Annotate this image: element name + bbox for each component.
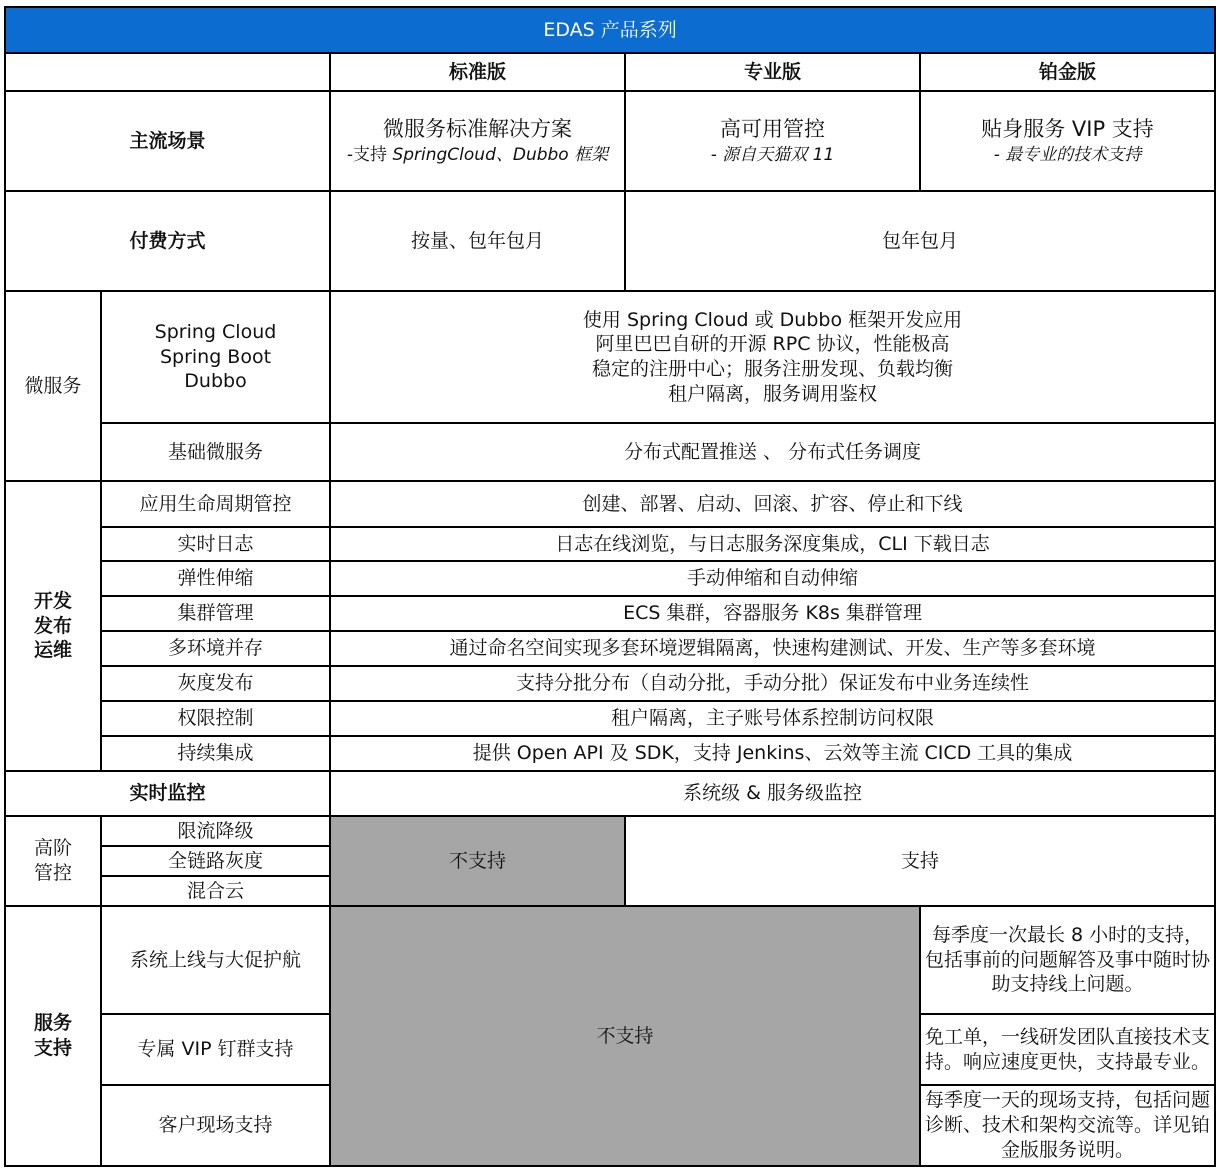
framework-desc-line: 稳定的注册中心；服务注册发现、负载均衡 (592, 358, 954, 380)
devops-row-desc: 创建、部署、启动、回滚、扩容、停止和下线 (330, 481, 1215, 527)
scenario-platinum-main: 贴身服务 VIP 支持 (981, 117, 1154, 142)
service-row-desc: 每季度一天的现场支持，包括问题诊断、技术和架构交流等。详见铂金版服务说明。 (920, 1085, 1215, 1166)
advanced-group-line: 管控 (33, 862, 72, 884)
advanced-row-label: 限流降级 (101, 816, 330, 846)
scenario-professional-main: 高可用管控 (720, 117, 825, 142)
devops-row-desc: 通过命名空间实现多套环境逻辑隔离，快速构建测试、开发、生产等多套环境 (330, 631, 1215, 666)
devops-row-label: 灰度发布 (101, 666, 330, 701)
service-row-desc: 免工单，一线研发团队直接技术支持。响应速度更快，支持最专业。 (920, 1014, 1215, 1085)
scenario-platinum (920, 91, 1215, 191)
scenario-standard-sub: SpringCloud、Dubbo 框架 (392, 144, 609, 165)
devops-row-desc: 提供 Open API 及 SDK，支持 Jenkins、云效等主流 CICD 工具的集成 (330, 736, 1215, 771)
devops-row-desc: 租户隔离，主子账号体系控制访问权限 (330, 701, 1215, 736)
devops-group-line: 运维 (33, 639, 72, 662)
framework-dubbo: Dubbo (184, 370, 247, 393)
advanced-higher-supported: 支持 (625, 816, 1215, 906)
service-group-line: 服务 (33, 1012, 72, 1035)
table-title: EDAS 产品系列 (5, 7, 1215, 53)
scenario-professional-sub: - 源自天猫双 11 (710, 144, 835, 165)
devops-row-desc: 日志在线浏览，与日志服务深度集成，CLI 下载日志 (330, 527, 1215, 561)
framework-desc-line: 使用 Spring Cloud 或 Dubbo 框架开发应用 (582, 308, 963, 331)
edas-comparison-table (4, 6, 1216, 1167)
scenario-professional (625, 91, 920, 191)
framework-spring-boot: Spring Boot (159, 345, 272, 368)
devops-row-label: 应用生命周期管控 (101, 481, 330, 527)
framework-desc-line: 阿里巴巴自研的开源 RPC 协议，性能极高 (595, 333, 950, 356)
monitoring-desc: 系统级 & 服务级监控 (330, 771, 1215, 816)
devops-row-label: 权限控制 (101, 701, 330, 736)
devops-row-label: 实时日志 (101, 527, 330, 561)
devops-row-desc: 手动伸缩和自动伸缩 (330, 561, 1215, 596)
scenario-standard (330, 91, 625, 191)
corner-cell (5, 53, 330, 91)
basic-microservice-desc: 分布式配置推送 、 分布式任务调度 (330, 423, 1215, 481)
scenario-platinum-sub: - 最专业的技术支持 (993, 144, 1142, 165)
service-row-label: 客户现场支持 (101, 1085, 330, 1166)
service-not-supported: 不支持 (330, 906, 920, 1166)
edas-comparison-sheet (4, 6, 1214, 1168)
advanced-group-label (5, 816, 101, 906)
tier-header-professional: 专业版 (625, 53, 920, 91)
devops-group-label (5, 481, 101, 771)
devops-group-line: 发布 (33, 614, 72, 637)
devops-group-line: 开发 (33, 589, 72, 612)
tier-header-platinum: 铂金版 (920, 53, 1215, 91)
monitoring-label: 实时监控 (5, 771, 330, 816)
devops-row-label: 弹性伸缩 (101, 561, 330, 596)
advanced-row-label: 混合云 (101, 876, 330, 906)
scenario-standard-sub-line (335, 144, 620, 166)
microservice-frameworks (101, 291, 330, 423)
devops-row-desc: 支持分批分布（自动分批，手动分批）保证发布中业务连续性 (330, 666, 1215, 701)
billing-label: 付费方式 (5, 191, 330, 291)
framework-desc-line: 租户隔离，服务调用鉴权 (668, 382, 878, 405)
advanced-row-label: 全链路灰度 (101, 846, 330, 876)
devops-row-label: 集群管理 (101, 596, 330, 631)
tier-header-standard: 标准版 (330, 53, 625, 91)
devops-row-label: 持续集成 (101, 736, 330, 771)
service-row-label: 系统上线与大促护航 (101, 906, 330, 1014)
microservice-group-label: 微服务 (5, 291, 101, 481)
basic-microservice-label: 基础微服务 (101, 423, 330, 481)
service-group-label (5, 906, 101, 1166)
framework-spring-cloud: Spring Cloud (154, 320, 277, 343)
devops-row-desc: ECS 集群，容器服务 K8s 集群管理 (330, 596, 1215, 631)
devops-row-label: 多环境并存 (101, 631, 330, 666)
billing-standard: 按量、包年包月 (330, 191, 625, 291)
billing-higher: 包年包月 (625, 191, 1215, 291)
microservice-framework-desc (330, 291, 1215, 423)
service-row-label: 专属 VIP 钉群支持 (101, 1014, 330, 1085)
scenario-label: 主流场景 (5, 91, 330, 191)
service-group-line: 支持 (33, 1037, 72, 1059)
scenario-standard-sub-prefix: -支持 (346, 144, 393, 165)
service-row-desc: 每季度一次最长 8 小时的支持，包括事前的问题解答及事中随时协助支持线上问题。 (920, 906, 1215, 1014)
advanced-group-line: 高阶 (33, 837, 72, 860)
scenario-standard-main: 微服务标准解决方案 (383, 117, 572, 142)
advanced-standard-not-supported: 不支持 (330, 816, 625, 906)
